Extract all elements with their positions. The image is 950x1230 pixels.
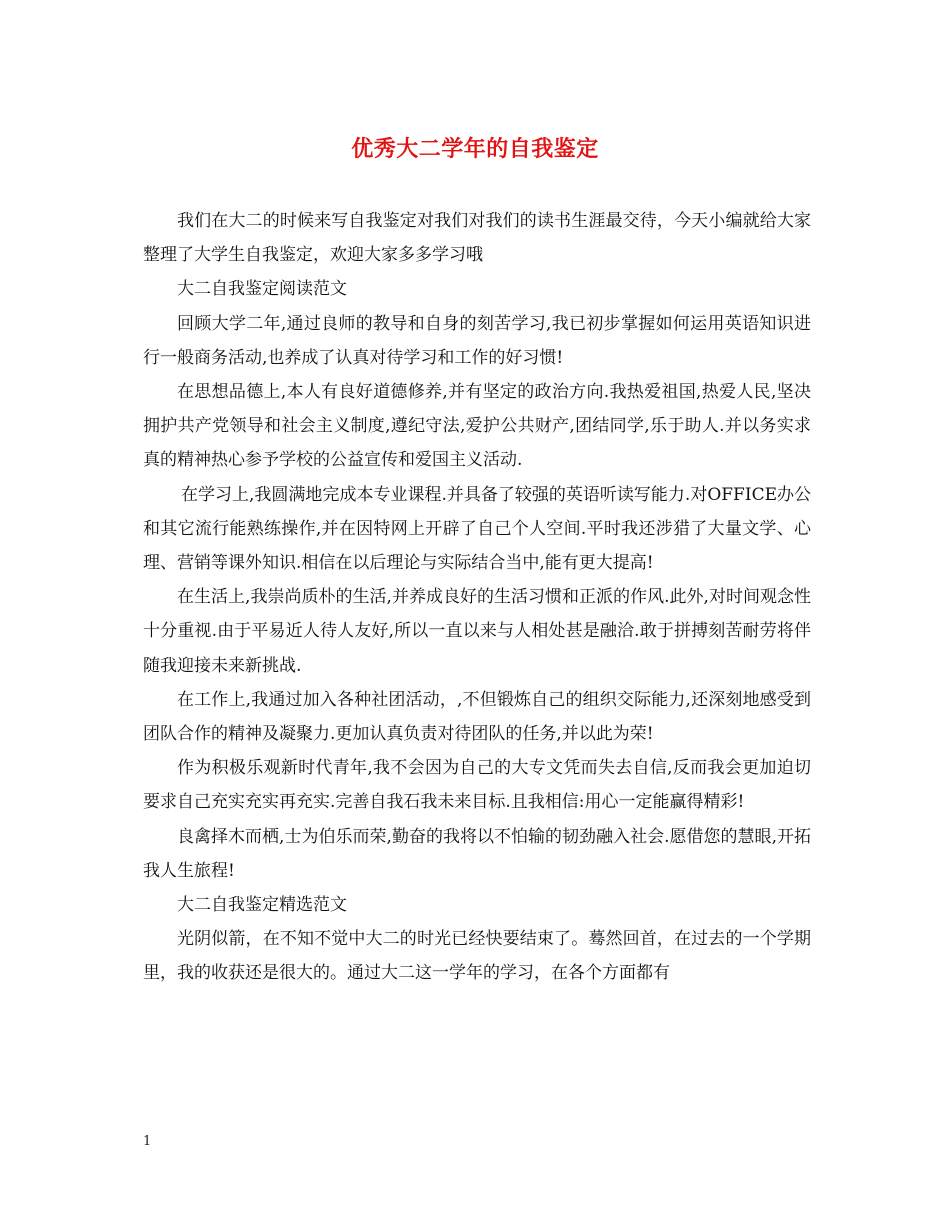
body-paragraph: 在思想品德上,本人有良好道德修养,并有坚定的政治方向.我热爱祖国,热爱人民,坚决拥护共产党领导和社会主义制度,遵纪守法,爱护公共财产,团结同学,乐于助人.并以务实求真的精神热心参予学校的公益宣传和爱国主义活动. bbox=[143, 382, 811, 471]
document-body bbox=[143, 204, 811, 991]
page-number: 1 bbox=[143, 1134, 152, 1149]
section-heading-reading-sample: 大二自我鉴定阅读范文 bbox=[177, 279, 347, 300]
section-heading-selected-sample: 大二自我鉴定精选范文 bbox=[177, 895, 347, 916]
body-paragraph: 良禽择木而栖,士为伯乐而荣,勤奋的我将以不怕输的韧劲融入社会.愿借您的慧眼,开拓我人生旅程! bbox=[143, 826, 811, 881]
document-title: 优秀大二学年的自我鉴定 bbox=[351, 136, 599, 162]
intro-paragraph: 我们在大二的时候来写自我鉴定对我们对我们的读书生涯最交待，今天小编就给大家整理了大学生自我鉴定，欢迎大家多多学习哦 bbox=[143, 211, 811, 266]
body-paragraph: 回顾大学二年,通过良师的教导和自身的刻苦学习,我已初步掌握如何运用英语知识进行一般商务活动,也养成了认真对待学习和工作的好习惯! bbox=[143, 313, 811, 368]
body-paragraph: 在学习上,我圆满地完成本专业课程.并具备了较强的英语听读写能力.对OFFICE办公和其它流行能熟练操作,并在因特网上开辟了自己个人空间.平时我还涉猎了大量文学、心理、营销等课外知识.相信在以后理论与实际结合当中,能有更大提高! bbox=[143, 484, 811, 574]
body-paragraph: 光阴似箭，在不知不觉中大二的时光已经快要结束了。蓦然回首，在过去的一个学期里，我的收获还是很大的。通过大二这一学年的学习，在各个方面都有 bbox=[143, 929, 811, 984]
body-paragraph: 在生活上,我崇尚质朴的生活,并养成良好的生活习惯和正派的作风.此外,对时间观念性十分重视.由于平易近人待人友好,所以一直以来与人相处甚是融洽.敢于拼搏刻苦耐劳将伴随我迎接未来新挑战. bbox=[143, 587, 811, 676]
body-paragraph: 作为积极乐观新时代青年,我不会因为自己的大专文凭而失去自信,反而我会更加迫切要求自己充实充实再充实.完善自我石我未来目标.且我相信:用心一定能赢得精彩! bbox=[143, 758, 811, 813]
body-paragraph: 在工作上,我通过加入各种社团活动，,不但锻炼自己的组织交际能力,还深刻地感受到团队合作的精神及凝聚力.更加认真负责对待团队的任务,并以此为荣! bbox=[143, 689, 811, 745]
